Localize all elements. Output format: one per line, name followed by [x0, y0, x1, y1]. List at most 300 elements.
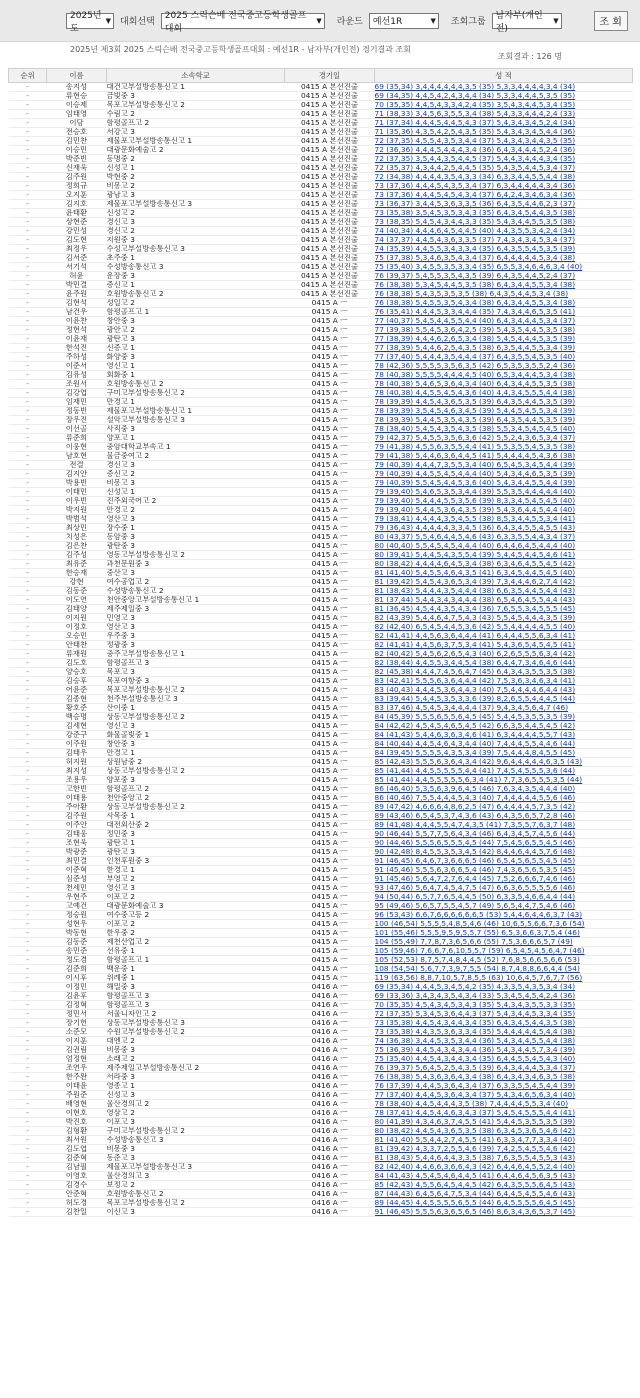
table-row: [9, 470, 633, 479]
table-row: [9, 1064, 633, 1073]
score-link[interactable]: 70 (35,35) 4,4,5,4,3,3,4,2,4 (35) 3,5,4,3,4,4,5,3,4 (35): [375, 101, 633, 110]
date-cell: 0415 A ㅡ: [285, 407, 375, 416]
score-link[interactable]: 73 (36,37) 3,4,4,5,3,6,3,3,5 (36) 6,4,3,5,4,4,6,2,3 (37): [375, 200, 633, 209]
score-link[interactable]: 69 (35,34) 4,4,4,5,3,4,5,4,2 (35) 4,3,3,5,4,3,5,3,4 (34): [375, 983, 633, 992]
name-cell: 이준혁: [47, 866, 107, 875]
score-link[interactable]: 82 (43,39) 5,4,4,6,4,7,5,4,3 (43) 5,5,4,5,4,4,4,3,5 (39): [375, 614, 633, 623]
table-row: [9, 209, 633, 218]
score-link[interactable]: 72 (35,37) 4,3,4,4,2,5,4,4,5 (35) 5,4,3,5,4,4,5,3,4 (37): [375, 164, 633, 173]
rank-cell: -: [9, 947, 47, 956]
date-cell: 0416 A ㅡ: [285, 1055, 375, 1064]
score-link[interactable]: 96 (53,43) 6,6,7,6,6,6,6,6,6,5 (53) 5,4,4,6,4,4,6,3,7 (43): [375, 911, 633, 920]
school-cell: 영삼고 2: [107, 1109, 285, 1118]
tournament-select[interactable]: [161, 10, 325, 34]
score-link[interactable]: 80 (38,42) 4,4,5,4,3,6,5,3,5 (38) 6,3,4,5,3,6,5,4,6 (42): [375, 1127, 633, 1136]
score-link[interactable]: 79 (40,39) 4,4,5,5,4,5,4,4,4 (40) 5,4,3,4,4,6,5,3,5 (39): [375, 470, 633, 479]
table-row: [9, 1208, 633, 1217]
score-link[interactable]: 80 (43,37) 5,5,4,6,4,4,5,4,6 (43) 6,3,3,5,5,4,4,3,4 (37): [375, 533, 633, 542]
score-link[interactable]: 75 (36,39) 4,4,5,4,3,4,3,4,4 (36) 5,4,3,4,4,5,7,3,4 (39): [375, 1046, 633, 1055]
name-cell: 김경수: [47, 1181, 107, 1190]
score-link[interactable]: 79 (39,40) 5,4,6,5,3,5,3,4,4 (39) 5,5,3,5,4,4,4,4,4 (40): [375, 488, 633, 497]
score-link[interactable]: 83 (37,46) 4,5,4,5,3,4,4,4,4 (37) 9,4,3,4,5,6,4,7 (46): [375, 704, 633, 713]
round-select[interactable]: [369, 13, 439, 29]
score-link[interactable]: 76 (38,38) 5,3,4,5,4,4,5,3,5 (38) 6,4,3,4,4,5,5,3,4 (38): [375, 281, 633, 290]
rank-cell: -: [9, 758, 47, 767]
name-cell: 강현: [47, 578, 107, 587]
score-link[interactable]: 84 (41,43) 5,4,4,6,3,6,3,4,6 (41) 6,3,4,4,4,4,5,5,7 (43): [375, 731, 633, 740]
school-cell: 대전외산중 2: [107, 821, 285, 830]
rank-cell: -: [9, 200, 47, 209]
score-link[interactable]: 108 (54,54) 5,6,7,7,3,9,7,5,5 (54) 8,7,4,8,8,6,6,4,4 (54): [375, 965, 633, 974]
rank-cell: -: [9, 425, 47, 434]
name-cell: 안태찬: [47, 641, 107, 650]
chevron-down-icon: ▼: [105, 16, 111, 25]
date-cell: 0415 A 본선진출: [285, 218, 375, 227]
score-link[interactable]: 78 (38,40) 5,4,5,4,3,5,4,3,5 (38) 5,5,3,4,5,4,5,4,5 (40): [375, 425, 633, 434]
school-cell: 이신고 3: [107, 1208, 285, 1217]
date-cell: 0415 A ㅡ: [285, 533, 375, 542]
year-select[interactable]: [66, 10, 114, 34]
table-row: [9, 578, 633, 587]
date-cell: 0415 A ㅡ: [285, 794, 375, 803]
name-cell: 최상민: [47, 524, 107, 533]
date-cell: 0415 A ㅡ: [285, 596, 375, 605]
name-cell: 허윤: [47, 272, 107, 281]
school-cell: 함평골프고 2: [107, 785, 285, 794]
score-link[interactable]: 81 (41,40) 5,5,4,4,2,7,4,5,5 (41) 6,3,3,4,7,7,3,3,4 (40): [375, 1136, 633, 1145]
score-link[interactable]: 78 (40,38) 5,4,6,5,3,6,4,3,4 (40) 6,4,3,4,4,5,5,3,5 (38): [375, 380, 633, 389]
school-cell: 영신고 1: [107, 362, 285, 371]
score-link[interactable]: 70 (35,35) 4,5,4,3,4,5,3,4,3 (35) 5,4,3,4,3,5,5,3,3 (35): [375, 1001, 633, 1010]
score-link[interactable]: 79 (36,43) 4,4,4,4,4,3,3,4,5 (36) 6,4,3,4,5,5,4,5,5 (43): [375, 524, 633, 533]
date-cell: 0415 A ㅡ: [285, 641, 375, 650]
score-link[interactable]: 77 (37,40) 4,4,4,5,3,6,4,3,4 (37) 5,4,3,4,6,5,6,3,4 (40): [375, 1091, 633, 1100]
rank-cell: -: [9, 128, 47, 137]
score-link[interactable]: 76 (35,41) 4,4,4,5,3,3,4,4,4 (35) 7,4,3,4,4,6,5,3,5 (41): [375, 308, 633, 317]
table-row: [9, 362, 633, 371]
results-body: [9, 83, 633, 1217]
date-cell: 0415 A 본선진출: [285, 92, 375, 101]
score-link[interactable]: 77 (38,39) 4,4,4,6,2,6,5,3,4 (38) 5,4,5,4,4,4,5,3,5 (39): [375, 335, 633, 344]
rank-cell: -: [9, 569, 47, 578]
score-link[interactable]: 81 (39,42) 5,4,5,4,3,6,5,3,4 (39) 7,3,4,4,4,6,2,7,4 (42): [375, 578, 633, 587]
score-link[interactable]: 105 (59,46) 7,6,6,7,6,10,5,5,7 (59) 6,5,4,5,4,5,6,4,7 (46): [375, 947, 633, 956]
rank-cell: -: [9, 1055, 47, 1064]
score-link[interactable]: 72 (34,38) 4,4,4,4,3,5,4,3,3 (34) 6,3,3,4,4,5,5,4,4 (38): [375, 173, 633, 182]
table-row: [9, 1172, 633, 1181]
school-cell: 목포고 3: [107, 668, 285, 677]
name-cell: 오승민: [47, 632, 107, 641]
score-link[interactable]: 76 (39,37) 5,4,5,5,3,5,4,3,5 (39) 6,4,3,5,4,4,5,2,4 (37): [375, 272, 633, 281]
table-row: [9, 443, 633, 452]
score-link[interactable]: 77 (40,37) 5,4,5,4,4,5,5,4,4 (40) 6,4,3,4,4,4,5,3,4 (37): [375, 317, 633, 326]
date-cell: 0415 A ㅡ: [285, 812, 375, 821]
score-link[interactable]: 80 (41,39) 4,3,4,6,3,7,4,5,5 (41) 5,4,4,5,3,5,5,3,5 (39): [375, 1118, 633, 1127]
table-row: [9, 704, 633, 713]
score-link[interactable]: 77 (37,40) 5,4,4,4,3,5,4,4,4 (37) 6,4,3,5,5,4,5,3,5 (40): [375, 353, 633, 362]
score-link[interactable]: 72 (37,35) 4,5,5,4,3,5,3,4,4 (37) 5,4,3,4,3,4,4,3,5 (35): [375, 137, 633, 146]
score-link[interactable]: 85 (41,44) 4,4,5,5,5,5,5,4,4 (41) 7,4,5,4,5,5,5,3,6 (44): [375, 767, 633, 776]
school-cell: 증신고 1: [107, 281, 285, 290]
score-link[interactable]: 78 (38,40) 4,4,5,4,4,4,3,5 (38) 7,4,4,4,4,5,5,3,4 (40): [375, 1100, 633, 1109]
table-row: [9, 974, 633, 983]
score-link[interactable]: 74 (35,39) 4,4,5,5,3,4,3,3,4 (35) 6,4,3,5,5,4,5,3,5 (39): [375, 245, 633, 254]
group-select[interactable]: [492, 10, 562, 34]
date-cell: 0415 A ㅡ: [285, 497, 375, 506]
name-cell: 김태웅: [47, 830, 107, 839]
name-cell: 김주원: [47, 173, 107, 182]
score-link[interactable]: 73 (37,36) 4,4,4,5,4,5,4,3,4 (37) 6,4,2,4,3,4,6,3,4 (36): [375, 191, 633, 200]
table-row: [9, 146, 633, 155]
score-link[interactable]: 82 (42,40) 4,4,6,6,3,6,6,4,3 (42) 6,4,4,6,4,5,5,2,4 (40): [375, 1163, 633, 1172]
date-cell: 0415 A ㅡ: [285, 947, 375, 956]
score-link[interactable]: 83 (42,41) 5,5,5,6,3,6,4,4,4 (42) 7,5,3,6,3,4,6,3,4 (41): [375, 677, 633, 686]
school-cell: 수림고 2: [107, 110, 285, 119]
score-link[interactable]: 79 (41,38) 5,4,4,6,3,6,4,4,5 (41) 5,4,4,4,4,5,4,3,6 (38): [375, 452, 633, 461]
score-link[interactable]: 104 (55,49) 7,7,8,7,3,6,5,6,6 (55) 7,5,3,6,6,6,5,7 (49): [375, 938, 633, 947]
name-cell: 양승호: [47, 668, 107, 677]
score-link[interactable]: 69 (34,35) 4,4,5,4,2,4,3,4,4 (34) 5,3,3,4,4,4,5,3,5 (35): [375, 92, 633, 101]
name-cell: 최서원: [47, 1136, 107, 1145]
date-cell: 0415 A ㅡ: [285, 542, 375, 551]
name-cell: 강준구: [47, 731, 107, 740]
score-link[interactable]: 71 (37,34) 4,4,4,5,4,4,5,4,3 (37) 5,4,3,4,3,4,5,2,4 (34): [375, 119, 633, 128]
score-link[interactable]: 80 (39,41) 5,4,4,5,4,3,5,5,4 (39) 5,4,4,5,4,4,5,4,6 (41): [375, 551, 633, 560]
score-link[interactable]: 73 (37,36) 4,4,4,5,4,3,5,3,4 (37) 6,3,4,4,4,4,4,3,4 (36): [375, 182, 633, 191]
score-link[interactable]: 91 (45,46) 5,5,5,6,3,6,6,5,4 (46) 7,4,3,6,5,6,5,3,5 (45): [375, 866, 633, 875]
rank-cell: -: [9, 857, 47, 866]
date-cell: 0415 A 본선진출: [285, 236, 375, 245]
rank-cell: -: [9, 1046, 47, 1055]
school-cell: 이포고 2: [107, 893, 285, 902]
score-link[interactable]: 82 (40,42) 5,4,5,6,2,6,5,4,3 (40) 6,2,6,5,5,5,6,3,4 (42): [375, 650, 633, 659]
table-row: [9, 677, 633, 686]
date-cell: 0415 A 본선진출: [285, 209, 375, 218]
date-cell: 0415 A ㅡ: [285, 974, 375, 983]
score-link[interactable]: 82 (41,41) 4,4,5,6,3,7,5,3,4 (41) 5,4,3,6,5,4,5,4,5 (41): [375, 641, 633, 650]
name-cell: 이태용: [47, 794, 107, 803]
school-cell: 인천후원중 3: [107, 857, 285, 866]
score-link[interactable]: 81 (38,43) 5,4,4,6,4,4,3,3,5 (38) 7,6,3,5,5,4,5,5,3 (43): [375, 1154, 633, 1163]
score-link[interactable]: 84 (40,44) 4,4,5,4,6,4,3,4,4 (40) 7,4,4,4,5,5,4,4,6 (44): [375, 740, 633, 749]
score-link[interactable]: 85 (41,44) 4,4,5,5,5,5,5,6,3,4 (41) 7,7,3,6,5,5,5,3,5 (44): [375, 776, 633, 785]
score-link[interactable]: 76 (37,39) 4,4,4,5,3,6,4,3,4 (37) 6,3,3,5,5,4,5,4,4 (39): [375, 1082, 633, 1091]
table-row: [9, 182, 633, 191]
score-link[interactable]: 71 (35,36) 4,3,5,4,2,5,4,3,5 (35) 5,4,3,4,3,4,5,4,4 (36): [375, 128, 633, 137]
score-link[interactable]: 85 (42,43) 5,5,5,6,3,6,4,3,4 (42) 9,6,4,4,4,4,4,6,3,5 (43): [375, 758, 633, 767]
score-link[interactable]: 75 (35,40) 3,4,5,5,3,5,3,3,4 (35) 6,5,5,3,4,6,4,6,3,4 (40): [375, 263, 633, 272]
date-cell: 0415 A ㅡ: [285, 902, 375, 911]
score-link[interactable]: 89 (47,42) 4,6,6,6,4,8,6,2,5 (47) 6,4,4,4,4,5,7,3,5 (42): [375, 803, 633, 812]
name-cell: 박용빈: [47, 479, 107, 488]
school-cell: 제주제일고부설방송통신고 2: [107, 1064, 285, 1073]
name-cell: 치성은: [47, 533, 107, 542]
table-row: [9, 821, 633, 830]
name-cell: 강민성: [47, 227, 107, 236]
score-link[interactable]: 79 (40,39) 5,5,4,5,4,4,5,3,6 (40) 5,4,3,4,4,5,5,4,4 (39): [375, 479, 633, 488]
rank-cell: -: [9, 245, 47, 254]
score-link[interactable]: 83 (39,44) 5,4,4,5,3,5,3,3,6 (39) 8,2,6,5,5,4,4,4,5 (44): [375, 695, 633, 704]
school-cell: 우주중 3: [107, 632, 285, 641]
table-row: [9, 1190, 633, 1199]
name-cell: 송민준: [47, 947, 107, 956]
score-link[interactable]: 77 (38,39) 5,4,4,6,2,5,4,3,5 (38) 6,3,5,4,4,5,5,3,4 (39): [375, 344, 633, 353]
table-row: [9, 164, 633, 173]
table-row: [9, 938, 633, 947]
table-row: [9, 902, 633, 911]
score-link[interactable]: 81 (39,42) 4,3,3,7,2,5,5,4,6 (39) 7,4,2,5,4,5,5,4,6 (42): [375, 1145, 633, 1154]
rank-cell: -: [9, 542, 47, 551]
date-cell: 0415 A ㅡ: [285, 893, 375, 902]
score-link[interactable]: 74 (36,38) 3,4,4,5,3,5,3,4,4 (36) 5,4,3,4,4,5,5,4,4 (38): [375, 1037, 633, 1046]
score-link[interactable]: 76 (38,38) 5,4,3,5,3,5,3,5 (38) 6,4,3,5,4,4,5,3,4 (38): [375, 290, 633, 299]
rank-cell: -: [9, 713, 47, 722]
score-link[interactable]: 73 (35,38) 3,5,4,5,3,5,3,4,3 (35) 6,4,3,4,5,4,4,3,5 (38): [375, 209, 633, 218]
score-link[interactable]: 80 (38,42) 4,4,4,4,6,4,5,3,4 (38) 6,3,4,6,4,5,5,4,5 (42): [375, 560, 633, 569]
school-cell: 함평골프고 3: [107, 1001, 285, 1010]
score-link[interactable]: 94 (50,44) 6,5,7,7,6,5,4,4,5 (50) 6,3,3,5,4,6,6,4,4 (44): [375, 893, 633, 902]
name-cell: 소준모: [47, 1028, 107, 1037]
name-cell: 장기헌: [47, 1019, 107, 1028]
score-link[interactable]: 76 (38,38) 5,4,3,6,3,6,4,3,4 (38) 6,4,3,4,3,4,6,3,5 (38): [375, 1073, 633, 1082]
date-cell: 0416 A ㅡ: [285, 1163, 375, 1172]
rank-cell: -: [9, 371, 47, 380]
name-cell: 김동준: [47, 587, 107, 596]
score-link[interactable]: 83 (40,43) 4,4,4,5,3,6,4,4,3 (40) 7,5,4,4,4,4,6,4,4 (43): [375, 686, 633, 695]
score-link[interactable]: 79 (41,38) 4,5,5,6,3,5,5,4,4 (41) 5,5,3,5,5,4,5,3,5 (38): [375, 443, 633, 452]
score-link[interactable]: 81 (37,44) 5,4,4,3,4,3,4,4,4 (38) 6,5,4,6,4,5,5,4,4 (43): [375, 596, 633, 605]
score-link[interactable]: 82 (45,38) 4,4,4,7,4,5,6,4,7 (45) 6,4,3,4,3,5,5,3,5 (38): [375, 668, 633, 677]
name-cell: 김도현: [47, 236, 107, 245]
score-link[interactable]: 84 (41,43) 4,5,4,5,4,6,4,4,5 (41) 6,4,4,6,4,5,6,3,5 (43): [375, 1172, 633, 1181]
score-link[interactable]: 75 (35,40) 4,4,5,4,3,4,4,3,4 (35) 6,4,4,5,5,4,5,4,3 (40): [375, 1055, 633, 1064]
score-link[interactable]: 87 (44,43) 6,4,5,6,4,7,5,3,4 (44) 6,4,4,5,4,5,5,4,6 (43): [375, 1190, 633, 1199]
table-row: [9, 857, 633, 866]
score-link[interactable]: 74 (40,34) 4,4,4,6,4,5,4,4,5 (40) 4,4,3,5,5,3,4,2,4 (34): [375, 227, 633, 236]
name-cell: 김종현: [47, 695, 107, 704]
table-row: [9, 929, 633, 938]
score-link[interactable]: 78 (40,38) 5,5,5,5,4,4,4,4,5 (40) 6,5,3,4,4,4,5,3,4 (38): [375, 371, 633, 380]
name-cell: 김승후: [47, 677, 107, 686]
date-cell: 0415 A ㅡ: [285, 749, 375, 758]
tournament-label: 대회선택: [120, 17, 155, 27]
school-cell: 금빛중 3: [107, 92, 285, 101]
date-cell: 0415 A 본선진출: [285, 254, 375, 263]
school-cell: 충암대학교부속고 1: [107, 443, 285, 452]
rank-cell: -: [9, 326, 47, 335]
score-link[interactable]: 69 (33,36) 3,4,3,4,3,5,4,3,4 (33) 5,3,4,5,4,5,4,2,4 (36): [375, 992, 633, 1001]
score-link[interactable]: 81 (36,45) 4,5,4,4,3,5,4,3,4 (36) 7,6,5,5,3,4,5,5,5 (45): [375, 605, 633, 614]
rank-cell: -: [9, 1136, 47, 1145]
name-cell: 김주성: [47, 551, 107, 560]
score-link[interactable]: 90 (46,44) 5,5,7,7,5,6,4,3,4 (46) 6,4,3,4,5,7,4,5,6 (44): [375, 830, 633, 839]
rank-cell: -: [9, 686, 47, 695]
score-link[interactable]: 78 (39,39) 4,4,5,4,3,6,5,3,5 (39) 6,4,3,5,4,4,5,3,5 (39): [375, 398, 633, 407]
table-row: [9, 191, 633, 200]
name-cell: 박지원: [47, 506, 107, 515]
date-cell: 0416 A ㅡ: [285, 1136, 375, 1145]
score-link[interactable]: 72 (37,35) 5,3,4,5,3,6,4,4,3 (37) 5,4,3,4,4,5,3,3,4 (35): [375, 1010, 633, 1019]
school-cell: 박현중 2: [107, 173, 285, 182]
school-cell: 진주외국어고 2: [107, 497, 285, 506]
score-link[interactable]: 78 (42,36) 5,5,5,5,3,5,6,3,5 (42) 6,5,3,5,3,5,5,2,4 (36): [375, 362, 633, 371]
table-row: [9, 686, 633, 695]
name-cell: 박동현: [47, 929, 107, 938]
table-row: [9, 110, 633, 119]
table-row: [9, 254, 633, 263]
rank-cell: -: [9, 884, 47, 893]
date-cell: 0415 A 본선진출: [285, 191, 375, 200]
score-link[interactable]: 79 (39,40) 5,4,4,4,5,5,3,5,6 (39) 8,3,3,4,5,4,5,4,5 (40): [375, 497, 633, 506]
date-cell: 0415 A ㅡ: [285, 443, 375, 452]
table-row: [9, 803, 633, 812]
score-link[interactable]: 76 (38,38) 5,4,5,5,3,5,4,3,4 (38) 6,4,3,4,4,5,5,3,4 (38): [375, 299, 633, 308]
rank-cell: -: [9, 335, 47, 344]
score-link[interactable]: 73 (35,38) 4,4,5,4,3,4,4,3,4 (35) 6,4,3,4,5,4,4,3,5 (38): [375, 1019, 633, 1028]
school-cell: 백운중 1: [107, 965, 285, 974]
score-link[interactable]: 90 (44,46) 5,5,5,6,5,5,5,4,5 (44) 7,5,4,5,6,5,5,4,5 (46): [375, 839, 633, 848]
name-cell: 이승민: [47, 146, 107, 155]
score-link[interactable]: 73 (38,35) 5,4,5,4,3,4,4,3,3 (35) 5,4,3,4,4,5,5,3,5 (38): [375, 218, 633, 227]
score-link[interactable]: 93 (47,46) 5,6,4,7,4,5,4,7,5 (47) 6,6,3,6,5,5,5,5,6 (46): [375, 884, 633, 893]
score-link[interactable]: 69 (35,34) 3,4,4,4,4,4,4,3,5 (35) 5,3,3,4,4,4,4,3,4 (34): [375, 83, 633, 92]
name-cell: 백승명: [47, 713, 107, 722]
table-row: [9, 1145, 633, 1154]
date-cell: 0416 A ㅡ: [285, 1172, 375, 1181]
date-cell: 0416 A ㅡ: [285, 1037, 375, 1046]
score-link[interactable]: 85 (42,43) 4,5,5,6,4,5,4,4,5 (42) 6,4,3,5,5,5,6,4,5 (43): [375, 1181, 633, 1190]
name-cell: 이선골: [47, 425, 107, 434]
score-link[interactable]: 72 (37,35) 3,5,4,4,3,5,4,4,5 (37) 5,4,4,3,4,4,4,3,4 (35): [375, 155, 633, 164]
name-cell: 이현호: [47, 1109, 107, 1118]
school-cell: 비봉고 3: [107, 479, 285, 488]
name-cell: 박광준: [47, 848, 107, 857]
score-link[interactable]: 78 (39,39) 5,4,4,5,3,5,4,3,5 (39) 6,4,3,5,4,4,5,3,5 (39): [375, 416, 633, 425]
rank-cell: -: [9, 272, 47, 281]
table-row: [9, 506, 633, 515]
school-cell: 양포중 3: [107, 776, 285, 785]
score-link[interactable]: 101 (55,46) 5,5,5,9,5,9,5,5,7 (55) 6,5,3,6,6,3,7,5,4 (46): [375, 929, 633, 938]
table-row: [9, 740, 633, 749]
school-cell: 상동고부설방송통신고 2: [107, 767, 285, 776]
date-cell: 0415 A ㅡ: [285, 578, 375, 587]
score-link[interactable]: 84 (45,39) 5,5,5,6,5,5,6,4,5 (45) 5,4,4,5,3,5,5,3,5 (39): [375, 713, 633, 722]
score-link[interactable]: 91 (46,45) 5,5,5,6,3,6,5,6,5 (46) 8,6,3,4,3,6,5,3,7 (45): [375, 1208, 633, 1217]
rank-cell: -: [9, 407, 47, 416]
table-row: [9, 650, 633, 659]
score-link[interactable]: 82 (42,40) 6,5,4,5,4,4,5,3,6 (42) 5,5,4,4,4,4,4,5,5 (40): [375, 623, 633, 632]
score-link[interactable]: 89 (44,45) 4,4,5,5,5,5,6,5,5 (44) 6,4,5,5,5,5,6,4,5 (45): [375, 1199, 633, 1208]
score-link[interactable]: 76 (39,37) 5,6,4,5,2,5,4,3,5 (39) 6,4,3,4,4,4,5,3,4 (37): [375, 1064, 633, 1073]
table-row: [9, 101, 633, 110]
score-link[interactable]: 71 (38,33) 3,4,5,6,3,5,5,3,4 (38) 5,4,3,3,4,4,4,2,4 (33): [375, 110, 633, 119]
name-cell: 김현석: [47, 299, 107, 308]
score-link[interactable]: 95 (49,46) 5,6,5,7,5,5,4,5,7 (49) 5,6,5,4,4,7,5,4,6 (46): [375, 902, 633, 911]
score-link[interactable]: 79 (38,41) 4,4,4,4,3,5,4,5,5 (38) 8,5,3,4,4,5,5,3,4 (41): [375, 515, 633, 524]
table-row: [9, 767, 633, 776]
score-link[interactable]: 77 (39,38) 5,5,4,5,3,6,4,2,5 (39) 5,4,3,5,4,4,5,3,5 (38): [375, 326, 633, 335]
score-link[interactable]: 81 (41,40) 5,4,5,5,4,6,4,3,5 (41) 6,3,4,5,4,4,5,4,5 (40): [375, 569, 633, 578]
score-link[interactable]: 84 (39,45) 5,5,5,5,4,3,5,3,4 (39) 7,5,4,4,4,8,4,5,5 (45): [375, 749, 633, 758]
school-cell: 함평골프고 3: [107, 659, 285, 668]
score-link[interactable]: 80 (40,40) 5,5,4,5,4,5,4,4,4 (40) 6,4,4,6,4,5,4,4,4 (40): [375, 542, 633, 551]
rank-cell: -: [9, 785, 47, 794]
table-row: [9, 173, 633, 182]
score-link[interactable]: 79 (42,37) 5,4,5,5,3,5,6,3,6 (42) 5,5,2,4,3,6,5,3,4 (37): [375, 434, 633, 443]
school-cell: 수성고부설방송통신고 3: [107, 245, 285, 254]
score-link[interactable]: 78 (37,41) 4,4,5,4,4,6,3,4,3 (37) 5,4,5,4,5,5,5,4,4 (41): [375, 1109, 633, 1118]
score-link[interactable]: 91 (45,46) 5,6,4,7,2,7,6,4,4 (45) 7,5,2,6,6,6,7,4,6 (46): [375, 875, 633, 884]
date-cell: 0415 A ㅡ: [285, 965, 375, 974]
score-link[interactable]: 89 (41,48) 4,4,4,5,5,4,7,4,3,5 (41) 7,3,5,5,7,6,3,7 (48): [375, 821, 633, 830]
score-link[interactable]: 79 (39,40) 5,4,4,5,3,6,4,3,5 (39) 5,4,3,6,4,4,5,4,4 (40): [375, 506, 633, 515]
date-cell: 0416 A ㅡ: [285, 1100, 375, 1109]
table-row: [9, 353, 633, 362]
rank-cell: -: [9, 290, 47, 299]
score-link[interactable]: 119 (63,56) 8,8,7,10,5,7,8,5,5 (63) 10,6,4,5,7,6,7,7 (56): [375, 974, 633, 983]
school-cell: 광탄고 3: [107, 848, 285, 857]
table-row: [9, 317, 633, 326]
score-link[interactable]: 86 (46,40) 5,3,5,6,3,9,6,4,5 (46) 7,6,3,4,3,5,4,4,4 (40): [375, 785, 633, 794]
score-link[interactable]: 100 (46,54) 5,5,5,5,4,8,5,4,6 (46) 10,6,5,5,6,6,7,3,6 (54): [375, 920, 633, 929]
school-cell: 민영고 3: [107, 614, 285, 623]
rank-cell: -: [9, 416, 47, 425]
name-cell: 김권림: [47, 1046, 107, 1055]
score-link[interactable]: 90 (42,48) 8,4,5,5,3,5,3,4,5 (42) 8,4,4,6,4,4,5,7,6 (48): [375, 848, 633, 857]
results-table: [8, 68, 633, 1217]
score-link[interactable]: 78 (40,38) 4,4,5,5,4,5,4,3,6 (40) 4,4,3,4,5,5,5,4,4 (38): [375, 389, 633, 398]
name-cell: 이도연: [47, 596, 107, 605]
score-link[interactable]: 73 (35,38) 4,4,3,5,3,6,3,3,4 (35) 5,4,4,4,4,4,5,4,4 (38): [375, 1028, 633, 1037]
rank-cell: -: [9, 1181, 47, 1190]
name-cell: 조현욱: [47, 839, 107, 848]
search-button[interactable]: 조 회: [594, 11, 628, 31]
score-link[interactable]: 91 (46,45) 6,4,6,7,3,6,6,6,5 (46) 6,5,4,5,6,5,5,4,5 (45): [375, 857, 633, 866]
table-row: [9, 497, 633, 506]
score-link[interactable]: 79 (40,39) 4,4,4,7,3,5,5,3,4 (40) 6,5,4,5,3,4,5,4,4 (39): [375, 461, 633, 470]
table-row: [9, 596, 633, 605]
name-cell: 정동빈: [47, 407, 107, 416]
score-link[interactable]: 89 (43,46) 6,5,4,5,3,7,4,3,6 (43) 6,4,3,5,6,5,7,2,8 (46): [375, 812, 633, 821]
score-link[interactable]: 84 (42,42) 4,5,4,5,4,6,5,4,5 (42) 6,6,3,5,4,4,5,4,5 (42): [375, 722, 633, 731]
school-cell: 영산고 3: [107, 515, 285, 524]
score-link[interactable]: 72 (36,36) 4,4,4,5,4,4,4,3,4 (36) 6,4,3,4,4,4,5,2,4 (36): [375, 146, 633, 155]
date-cell: 0415 A ㅡ: [285, 389, 375, 398]
school-cell: 제주제일중 3: [107, 605, 285, 614]
score-link[interactable]: 105 (52,53) 8,7,5,7,4,8,4,4,5 (52) 7,6,8,5,6,6,5,6,6 (53): [375, 956, 633, 965]
score-link[interactable]: 86 (40,46) 7,5,5,4,4,4,5,4,3 (40) 7,4,4,4,4,4,5,5,6 (46): [375, 794, 633, 803]
score-link[interactable]: 75 (37,38) 5,3,4,6,3,5,4,3,4 (37) 6,4,4,4,4,4,5,3,4 (38): [375, 254, 633, 263]
school-cell: 경신고 2: [107, 227, 285, 236]
result-info: 2025년 제3회 2025 스릭슨배 전국중고등학생골프대회 : 예선1R - 남자부(개인전) 경기결과 조회: [70, 45, 412, 54]
table-row: [9, 956, 633, 965]
school-cell: 수성방송통신고 3: [107, 1136, 285, 1145]
name-cell: 이정민: [47, 983, 107, 992]
name-cell: 이태윤: [47, 1082, 107, 1091]
table-row: [9, 371, 633, 380]
score-link[interactable]: 74 (37,37) 4,4,5,4,3,6,3,3,5 (37) 7,4,3,4,3,4,5,3,4 (37): [375, 236, 633, 245]
score-link[interactable]: 78 (39,39) 3,5,4,5,4,6,3,4,5 (39) 5,4,4,5,4,5,5,3,4 (39): [375, 407, 633, 416]
score-link[interactable]: 82 (41,41) 4,4,5,6,3,6,4,4,4 (41) 6,4,4,4,5,5,6,3,4 (41): [375, 632, 633, 641]
school-cell: 창안중 3: [107, 317, 285, 326]
date-cell: 0415 A 본선진출: [285, 272, 375, 281]
name-cell: 박범석: [47, 515, 107, 524]
score-link[interactable]: 81 (38,43) 5,4,4,4,3,5,4,4,4 (38) 6,6,3,5,4,4,5,4,4 (43): [375, 587, 633, 596]
date-cell: 0415 A ㅡ: [285, 551, 375, 560]
school-cell: 제물포고부설방송통신고 3: [107, 200, 285, 209]
table-row: [9, 1181, 633, 1190]
score-link[interactable]: 82 (38,44) 4,4,5,5,3,4,4,5,4 (38) 6,4,4,7,3,4,6,4,6 (44): [375, 659, 633, 668]
